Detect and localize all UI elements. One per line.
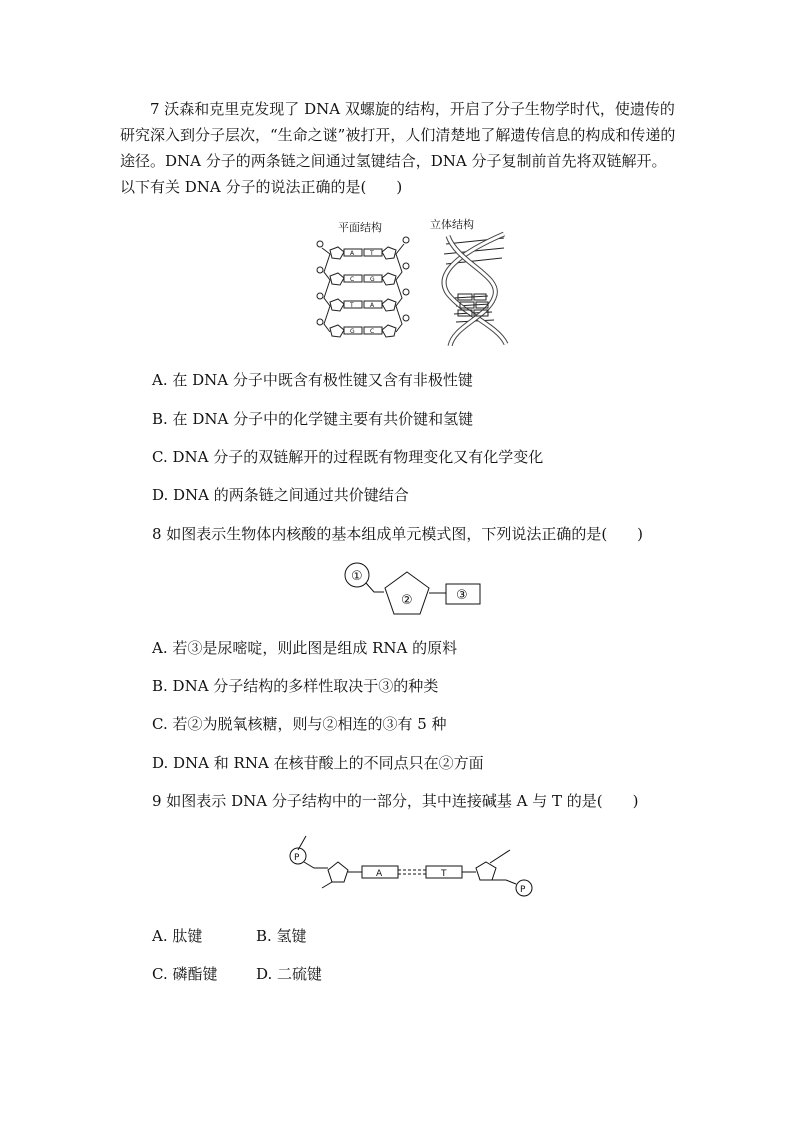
question-7-text: 7 沃森和克里克发现了 DNA 双螺旋的结构，开启了分子生物学时代，使遗传的研究深入到分子层次，“生命之谜”被打开，人们清楚地了解遗传信息的构成和传递的途径。DNA 分子的两条链之间通过氢键结合，DNA 分子复制前首先将双链解开。以下有关 DNA 分子的说法正确的是( ) <box>120 100 676 196</box>
base-a-label: A <box>376 869 383 879</box>
dna-structure-diagram <box>308 214 518 346</box>
base-t-label: T <box>441 869 447 879</box>
circle-label: ① <box>351 569 363 584</box>
rect-label: ③ <box>456 588 468 603</box>
question-8-text: 8 如图表示生物体内核酸的基本组成单元模式图，下列说法正确的是( ) <box>152 525 644 543</box>
q8-option-a[interactable]: A. 若③是尿嘧啶，则此图是组成 RNA 的原料 <box>152 639 458 657</box>
dna-segment-figure <box>284 830 538 906</box>
base-label: G <box>370 276 375 283</box>
base-label: G <box>350 328 355 335</box>
q9-option-a[interactable]: A. 肽键 <box>152 927 203 945</box>
base-label: A <box>370 302 375 309</box>
q9-option-d[interactable]: D. 二硫键 <box>256 965 323 983</box>
planar-structure-label: 平面结构 <box>338 221 382 234</box>
q9-option-c[interactable]: C. 磷酯键 <box>152 965 218 983</box>
pentagon-label: ② <box>401 593 413 608</box>
base-label: C <box>370 328 375 335</box>
nucleotide-diagram <box>340 560 485 620</box>
q8-option-b[interactable]: B. DNA 分子结构的多样性取决于③的种类 <box>152 677 439 695</box>
base-label: A <box>350 250 355 257</box>
stereo-structure-label: 立体结构 <box>430 218 474 231</box>
q8-option-d[interactable]: D. DNA 和 RNA 在核苷酸上的不同点只在②方面 <box>152 754 484 772</box>
dna-segment-diagram <box>284 830 538 902</box>
question-9-text: 9 如图表示 DNA 分子结构中的一部分，其中连接碱基 A 与 T 的是( ) <box>152 792 639 810</box>
nucleotide-figure <box>340 560 485 624</box>
q9-option-b[interactable]: B. 氢键 <box>256 927 307 945</box>
q8-option-c[interactable]: C. 若②为脱氧核糖，则与②相连的③有 5 种 <box>152 715 447 733</box>
q7-option-a[interactable]: A. 在 DNA 分子中既含有极性键又含有非极性键 <box>152 371 473 389</box>
base-label: C <box>350 276 355 283</box>
q7-option-b[interactable]: B. 在 DNA 分子中的化学键主要有共价键和氢键 <box>152 410 474 428</box>
base-label: T <box>370 250 374 257</box>
phosphate-label-right: P <box>520 885 526 895</box>
q7-option-d[interactable]: D. DNA 的两条链之间通过共价键结合 <box>152 486 409 504</box>
q7-option-c[interactable]: C. DNA 分子的双链解开的过程既有物理变化又有化学变化 <box>152 448 544 466</box>
dna-structure-figure <box>308 214 518 350</box>
base-label: T <box>350 302 354 309</box>
phosphate-label-left: P <box>294 853 300 863</box>
